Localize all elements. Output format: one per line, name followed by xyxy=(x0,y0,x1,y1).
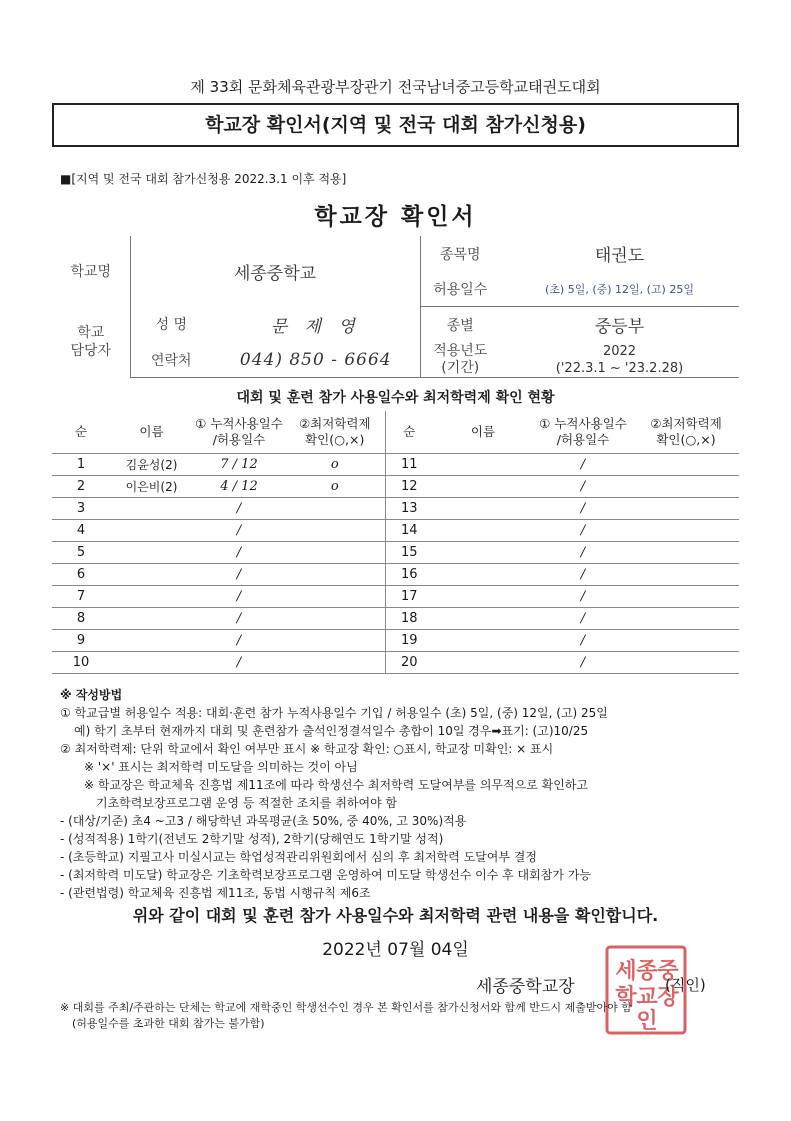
row-number: 4 xyxy=(52,520,110,542)
row-number: 5 xyxy=(52,542,110,564)
allowed-days-label: 허용일수 xyxy=(420,271,500,307)
student-name: 김윤성(2) xyxy=(110,454,193,476)
principal-title: 세종중학교장 xyxy=(476,977,575,997)
student-name xyxy=(110,564,193,586)
usage-days: 7 / 12 xyxy=(193,454,285,476)
svg-text:학: 학 xyxy=(615,985,637,1010)
minimum-grade-check xyxy=(285,608,385,630)
table-row xyxy=(52,630,739,652)
table-row xyxy=(52,652,739,674)
year-label: 적용년도 (기간) xyxy=(420,342,500,378)
note-line: 예) 학기 초부터 현재까지 대회 및 훈련참가 출석인정결석일수 총합이 10일 경우➡표기: (고)10/25 xyxy=(74,724,589,738)
minimum-grade-check xyxy=(285,542,385,564)
row-number: 10 xyxy=(52,652,110,674)
footer-line: ※ 대회를 주최/주관하는 단체는 학교에 재학중인 학생선수인 경우 본 확인서를 참가신청서와 함께 반드시 제출받아야 함 xyxy=(60,1001,632,1014)
note-line: - (대상/기준) 초4 ~고3 / 해당학년 과목평균(초 50%, 중 40%, 고 30%)적용 xyxy=(60,814,467,828)
note-line: 기초학력보장프로그램 운영 등 적절한 조치를 취하여야 함 xyxy=(96,796,398,810)
minimum-grade-check xyxy=(285,520,385,542)
note-line: - (최저학력 미도달) 학교장은 기초학력보장프로그램 운영하여 미도달 학생선수 이수 후 대회참가 가능 xyxy=(60,868,591,882)
student-name xyxy=(433,454,533,476)
usage-days: / xyxy=(533,454,633,476)
table-row xyxy=(52,498,739,520)
row-number: 1 xyxy=(52,454,110,476)
student-name xyxy=(110,630,193,652)
allowed-days-value: (초) 5일, (중) 12일, (고) 25일 xyxy=(500,271,739,307)
minimum-grade-check xyxy=(633,520,739,542)
note-line: - (성적적용) 1학기(전년도 2학기말 성적), 2학기(당해연도 1학기말 성적) xyxy=(60,832,444,846)
usage-days: / xyxy=(193,608,285,630)
name-label: 성 명 xyxy=(130,307,212,343)
minimum-grade-check xyxy=(633,454,739,476)
table-row xyxy=(52,476,739,498)
row-number: 7 xyxy=(52,586,110,608)
row-number: 12 xyxy=(385,476,433,498)
svg-text:교: 교 xyxy=(636,985,658,1010)
usage-days: / xyxy=(533,542,633,564)
table-row xyxy=(52,564,739,586)
minimum-grade-check: o xyxy=(285,476,385,498)
col-no-header: 순 xyxy=(52,411,110,454)
note-line: ① 학교급별 허용일수 적용: 대회·훈련 참가 누적사용일수 기입 / 허용일수 (초) 5일, (중) 12일, (고) 25일 xyxy=(60,706,608,720)
row-number: 3 xyxy=(52,498,110,520)
minimum-grade-check xyxy=(633,630,739,652)
usage-days: / xyxy=(533,520,633,542)
usage-days: 4 / 12 xyxy=(193,476,285,498)
row-number: 15 xyxy=(385,542,433,564)
row-number: 17 xyxy=(385,586,433,608)
event-title: 제 33회 문화체육관광부장관기 전국남녀중고등학교태권도대회 xyxy=(190,78,601,96)
student-name xyxy=(433,630,533,652)
minimum-grade-check xyxy=(285,498,385,520)
period-value: ('22.3.1 ~ '23.2.28) xyxy=(555,360,684,376)
footer-note xyxy=(60,1000,740,1032)
manager-name-value: 문 제 영 xyxy=(270,316,361,337)
note-line: ※ '×' 표시는 최저학력 미도달을 의미하는 것이 아님 xyxy=(84,760,358,774)
usage-days: / xyxy=(533,476,633,498)
minimum-grade-check xyxy=(285,564,385,586)
category-label: 종별 xyxy=(420,307,500,343)
col-no-header: 순 xyxy=(385,411,433,454)
footer-line: (허용일수를 초과한 대회 참가는 불가함) xyxy=(72,1017,265,1030)
confirmation-statement: 위와 같이 대회 및 훈련 참가 사용일수와 최저학력 관련 내용을 확인합니다. xyxy=(132,906,659,925)
usage-days: / xyxy=(193,564,285,586)
usage-days: / xyxy=(533,586,633,608)
school-info-table xyxy=(52,236,739,378)
student-name xyxy=(433,520,533,542)
writing-instructions xyxy=(60,686,740,902)
minimum-grade-check xyxy=(633,564,739,586)
table-row xyxy=(52,454,739,476)
year-value: 2022 xyxy=(602,343,637,359)
usage-days: / xyxy=(533,608,633,630)
usage-days: / xyxy=(533,652,633,674)
form-title: 학교장 확인서 xyxy=(314,204,477,230)
minimum-grade-check xyxy=(633,586,739,608)
student-name: 이은비(2) xyxy=(110,476,193,498)
usage-days: / xyxy=(193,520,285,542)
year-period-cell xyxy=(500,342,739,378)
minimum-grade-check xyxy=(285,630,385,652)
event-value: 태권도 xyxy=(594,246,645,266)
student-name xyxy=(433,542,533,564)
usage-days: / xyxy=(533,498,633,520)
notes-heading: ※ 작성방법 xyxy=(60,688,123,702)
row-number: 2 xyxy=(52,476,110,498)
col-check-header: ②최저학력제 확인(○,×) xyxy=(633,411,739,454)
manager-label: 학교 담당자 xyxy=(70,325,112,359)
svg-text:장: 장 xyxy=(657,985,679,1010)
minimum-grade-check xyxy=(285,652,385,674)
student-name xyxy=(110,652,193,674)
col-name-header: 이름 xyxy=(433,411,533,454)
apply-note: ■[지역 및 전국 대회 참가신청용 2022.3.1 이후 적용] xyxy=(60,172,347,186)
student-name xyxy=(110,586,193,608)
seal-label: (직인) xyxy=(665,976,706,994)
minimum-grade-check xyxy=(633,476,739,498)
note-line: - (초등학교) 지필고사 미실시교는 학업성적관리위원회에서 심의 후 최저학력 도달여부 결정 xyxy=(60,850,537,864)
contact-label: 연락처 xyxy=(130,342,212,378)
minimum-grade-check xyxy=(633,498,739,520)
row-number: 20 xyxy=(385,652,433,674)
note-line: ※ 학교장은 학교체육 진흥법 제11조에 따라 학생선수 최저학력 도달여부를 의무적으로 확인하고 xyxy=(84,778,588,792)
section-title: 대회 및 훈련 참가 사용일수와 최저학력제 확인 현황 xyxy=(236,390,555,406)
student-name xyxy=(110,542,193,564)
minimum-grade-check xyxy=(633,652,739,674)
svg-text:종: 종 xyxy=(636,959,658,984)
usage-days: / xyxy=(193,498,285,520)
signing-date: 2022년 07월 04일 xyxy=(322,940,469,960)
col-usage-header: ① 누적사용일수 /허용일수 xyxy=(533,411,633,454)
row-number: 9 xyxy=(52,630,110,652)
student-name xyxy=(433,476,533,498)
usage-days: / xyxy=(193,586,285,608)
usage-days: / xyxy=(533,630,633,652)
col-name-header: 이름 xyxy=(110,411,193,454)
participation-table xyxy=(52,411,739,674)
student-name xyxy=(433,564,533,586)
usage-days: / xyxy=(193,630,285,652)
event-label: 종목명 xyxy=(420,236,500,271)
contact-value: 044) 850 - 6664 xyxy=(212,342,420,378)
col-check-header: ②최저학력제 확인(○,×) xyxy=(285,411,385,454)
usage-days: / xyxy=(193,542,285,564)
table-row xyxy=(52,520,739,542)
col-usage-header: ① 누적사용일수 /허용일수 xyxy=(193,411,285,454)
minimum-grade-check: o xyxy=(285,454,385,476)
row-number: 13 xyxy=(385,498,433,520)
student-name xyxy=(433,586,533,608)
student-name xyxy=(433,498,533,520)
student-name xyxy=(433,652,533,674)
school-value: 세종중학교 xyxy=(130,236,420,307)
minimum-grade-check xyxy=(633,542,739,564)
table-row xyxy=(52,586,739,608)
minimum-grade-check xyxy=(285,586,385,608)
table-row xyxy=(52,608,739,630)
note-line: ② 최저학력제: 단위 학교에서 확인 여부만 표시 ※ 학교장 확인: ○표시, 학교장 미확인: × 표시 xyxy=(60,742,554,756)
student-name xyxy=(110,608,193,630)
table-header-row xyxy=(52,411,739,454)
row-number: 14 xyxy=(385,520,433,542)
document-title-box: 학교장 확인서(지역 및 전국 대회 참가신청용) xyxy=(52,103,739,147)
student-name xyxy=(110,520,193,542)
student-name xyxy=(110,498,193,520)
row-number: 18 xyxy=(385,608,433,630)
row-number: 6 xyxy=(52,564,110,586)
svg-text:중: 중 xyxy=(657,959,679,984)
school-label: 학교명 xyxy=(70,264,112,281)
svg-text:인: 인 xyxy=(636,1009,658,1034)
table-body xyxy=(52,454,739,674)
minimum-grade-check xyxy=(633,608,739,630)
usage-days: / xyxy=(193,652,285,674)
note-line: - (관련법령) 학교체육 진흥법 제11조, 동법 시행규칙 제6조 xyxy=(60,886,371,900)
category-value: 중등부 xyxy=(594,317,645,337)
table-row xyxy=(52,542,739,564)
row-number: 19 xyxy=(385,630,433,652)
svg-text:세: 세 xyxy=(615,959,637,984)
row-number: 11 xyxy=(385,454,433,476)
row-number: 8 xyxy=(52,608,110,630)
usage-days: / xyxy=(533,564,633,586)
student-name xyxy=(433,608,533,630)
row-number: 16 xyxy=(385,564,433,586)
